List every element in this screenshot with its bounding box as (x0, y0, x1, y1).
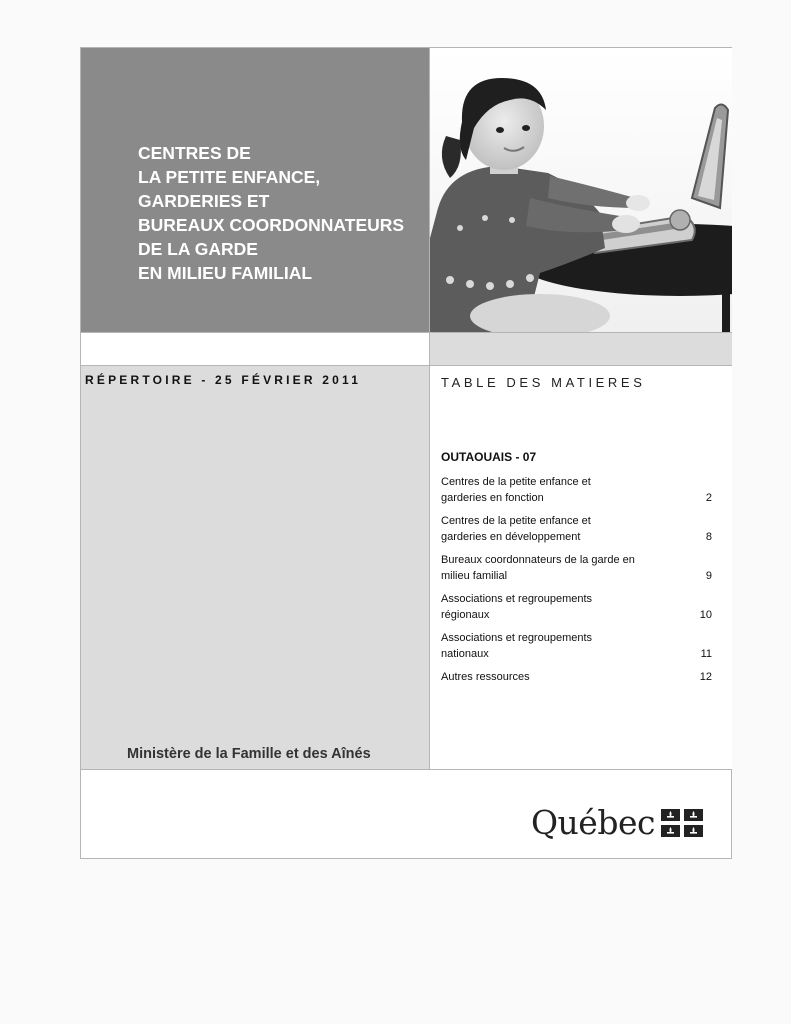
toc-page-number: 10 (699, 609, 712, 621)
toc-list (441, 474, 712, 692)
toc-page-number: 9 (705, 570, 712, 582)
title-line: GARDERIES ET (138, 191, 270, 211)
toc-entry-label: garderies en développement (441, 531, 581, 543)
toc-entry (441, 474, 712, 506)
document-title (138, 141, 404, 285)
toc-entry-label: Associations et regroupements (441, 632, 593, 644)
toc-entry-label: Associations et regroupements (441, 593, 593, 605)
ministry-name: Ministère de la Famille et des Aînés (127, 746, 371, 762)
title-line: EN MILIEU FAMILIAL (138, 263, 313, 283)
toc-entry (441, 552, 712, 584)
footer-band (81, 769, 731, 858)
table-of-contents (429, 366, 732, 769)
title-line: DE LA GARDE (138, 239, 258, 259)
title-line: CENTRES DE (138, 143, 251, 163)
repertoire-date: RÉPERTOIRE - 25 FÉVRIER 2011 (85, 373, 362, 387)
divider-band (429, 332, 732, 366)
quebec-logo (531, 803, 703, 842)
toc-page-number: 12 (699, 671, 712, 683)
toc-entry-label: garderies en fonction (441, 492, 544, 504)
toc-entry-label: Autres ressources (441, 671, 530, 683)
toc-entry (441, 591, 712, 623)
toc-entry-label: régionaux (441, 609, 490, 621)
fleur-de-lis-flag-icon (661, 809, 703, 837)
toc-entry-label: Bureaux coordonnateurs de la garde en (441, 554, 635, 566)
title-line: LA PETITE ENFANCE, (138, 167, 321, 187)
toc-heading: TABLE DES MATIERES (441, 375, 646, 390)
toc-entry-label: nationaux (441, 648, 489, 660)
toc-entry (441, 513, 712, 545)
quebec-wordmark: Québec (531, 803, 655, 842)
toc-entry-label: milieu familial (441, 570, 508, 582)
divider-band (81, 332, 429, 366)
toc-entry-label: Centres de la petite enfance et (441, 515, 591, 527)
toc-page-number: 8 (705, 531, 712, 543)
toc-entry (441, 630, 712, 662)
left-column (81, 366, 429, 769)
cover-page (80, 47, 732, 859)
title-panel (81, 48, 429, 332)
toc-page-number: 11 (700, 648, 712, 660)
child-with-laptop-photo (430, 48, 732, 332)
toc-entry-label: Centres de la petite enfance et (441, 476, 591, 488)
toc-entry (441, 669, 712, 685)
toc-page-number: 2 (705, 492, 712, 504)
cover-photo (429, 48, 732, 332)
title-line: BUREAUX COORDONNATEURS (138, 215, 405, 235)
toc-section-title: OUTAOUAIS - 07 (441, 450, 537, 464)
